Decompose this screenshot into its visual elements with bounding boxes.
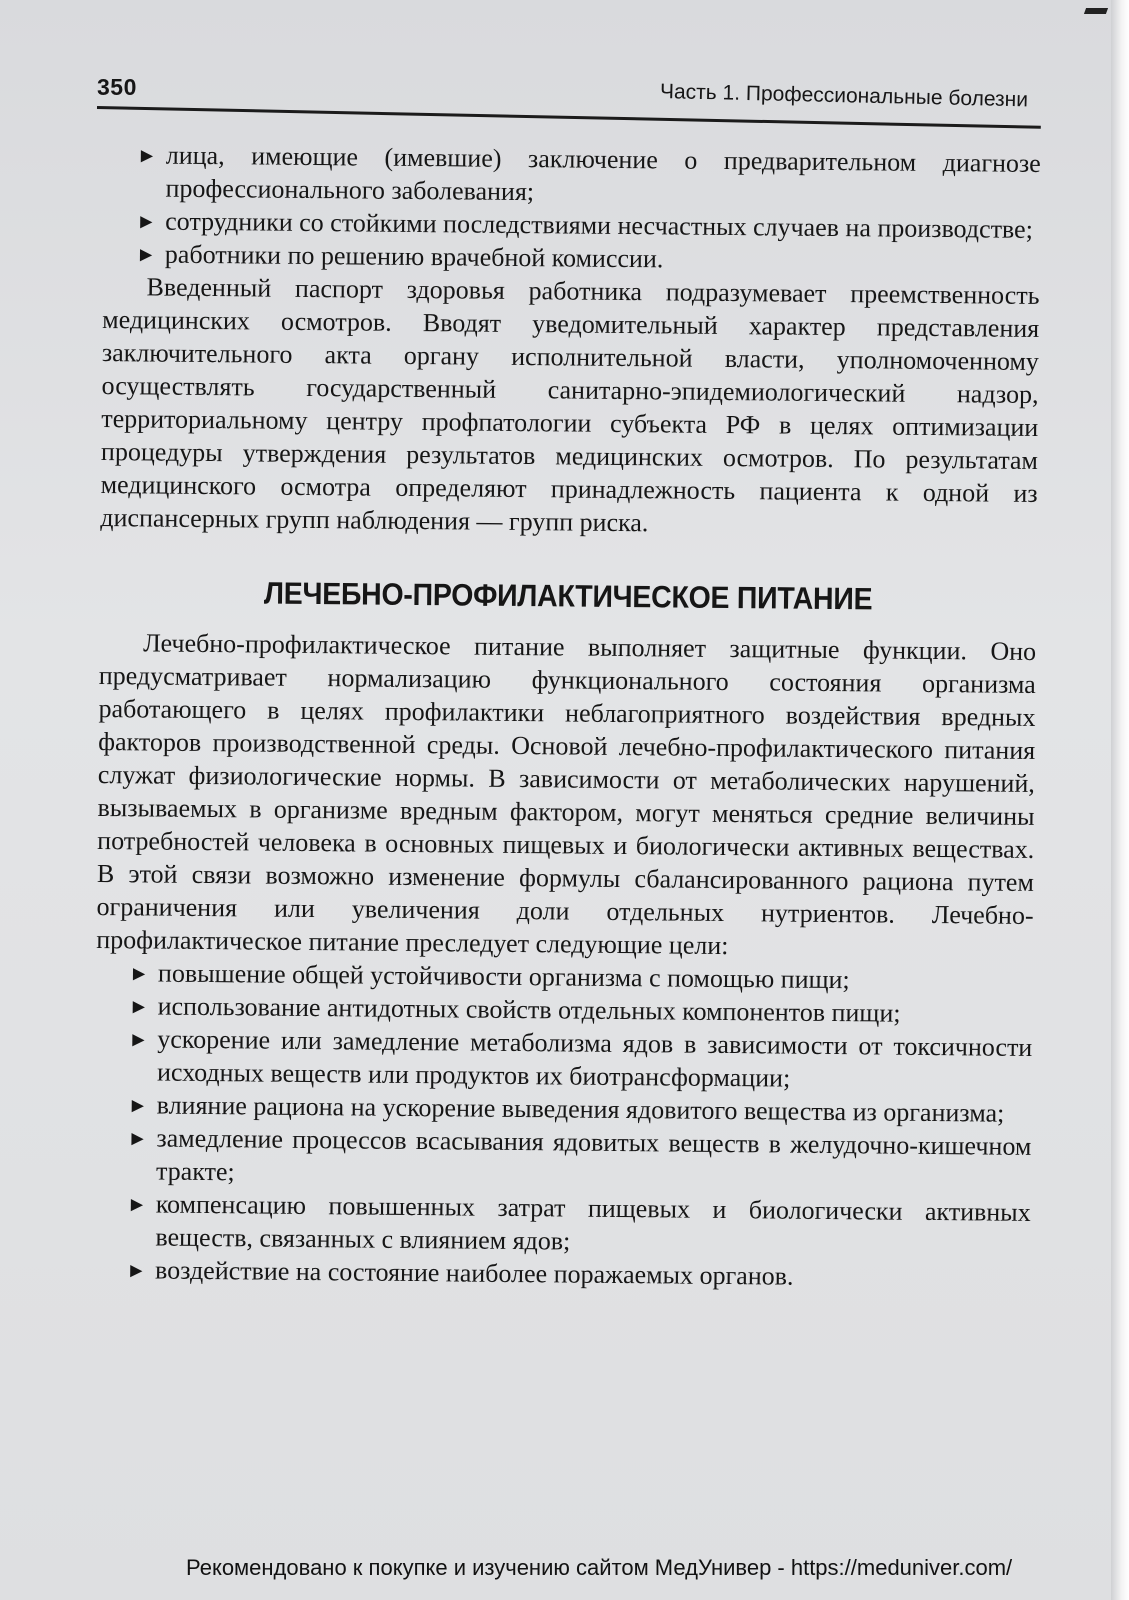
list-item <box>95 1022 1033 1097</box>
bullet-arrow-icon: ▶ <box>131 1095 145 1115</box>
list-item-text: воздействие на состояние наиболее поражаемых органов. <box>154 1255 794 1291</box>
section-heading: ЛЕЧЕБНО-ПРОФИЛАКТИЧЕСКОЕ ПИТАНИЕ <box>263 575 873 617</box>
bullet-arrow-icon: ▶ <box>132 1029 145 1049</box>
page-edge <box>1111 0 1129 1600</box>
bullet-arrow-icon: ▶ <box>140 145 154 165</box>
bullet-arrow-icon: ▶ <box>130 1194 144 1214</box>
running-head: Часть 1. Профессиональные болезни <box>659 80 1029 112</box>
bullet-arrow-icon: ▶ <box>132 963 146 983</box>
paragraph-nutrition: Лечебно-профилактическое питание выполняет защитные функции. Оно предусматривает нормализацию функционального состояния организма работающего в целях профилактики неблагоприятного воздействия вредных факторов производственной среды. Основой лечебно-профилактического питания служат физиологические нормы. В зависимости от метаболических нарушений, вызываемых в организме вредным фактором, могут меняться средние величины потребностей человека в основных пищевых и биологически активных веществах. В этой связи возможно изменение формулы сбалансированного рациона путем ограничения или увеличения доли отдельных нутриентов. Лечебно-профилактическое питание преследует следующие цели: <box>96 628 1037 961</box>
bullet-arrow-icon: ▶ <box>140 211 153 231</box>
watermark-link-text: Рекомендовано к покупке и изучению сайтом МедУнивер - https://meduniver.com/ <box>186 1555 1013 1580</box>
corner-mark <box>1084 8 1108 14</box>
list-item <box>103 138 1041 213</box>
list-item-text: лица, имеющие (имевшие) заключение о предварительном диагнозе профессионального заболевания; <box>165 140 1041 207</box>
list-item <box>93 1187 1031 1262</box>
bullet-arrow-icon: ▶ <box>132 996 146 1016</box>
list-item-text: замедление процессов всасывания ядовитых веществ в желудочно-кишечном тракте; <box>155 1123 1032 1187</box>
page-body <box>93 138 1041 1295</box>
list-item-text: ускорение или замедление метаболизма ядов в зависимости от токсичности исходных веществ или продуктов их биотрансформации; <box>156 1024 1033 1093</box>
list-item-text: влияние рациона на ускорение выведения ядовитого вещества из организма; <box>156 1090 1005 1128</box>
page-number: 350 <box>97 74 137 100</box>
list-item-text: повышение общей устойчивости организма с помощью пищи; <box>157 958 850 995</box>
list-item <box>94 1121 1032 1196</box>
bullet-arrow-icon: ▶ <box>139 244 153 264</box>
list-item-text: работники по решению врачебной комиссии. <box>164 239 664 274</box>
bullet-arrow-icon: ▶ <box>130 1260 143 1280</box>
bullet-list-goals <box>93 956 1033 1295</box>
bullet-arrow-icon: ▶ <box>131 1128 144 1148</box>
list-item-text: компенсацию повышенных затрат пищевых и биологически активных веществ, связанных с влиянием ядов; <box>155 1189 1031 1256</box>
bullet-list-top <box>103 138 1041 279</box>
paragraph-health-passport: Введенный паспорт здоровья работника подразумевает преемственность медицинских осмотров. Вводят уведомительный характер представления заключительного акта органу исполнительной власти, уполномоченному осуществлять государственный санитарно-эпидемиологический надзор, территориальному центру профпатологии субъекта РФ в целях оптимизации процедуры утверждения результатов медицинских осмотров. По результатам медицинского осмотра определяют принадлежность пациента к одной из диспансерных групп наблюдения — групп риска. <box>100 272 1040 538</box>
list-item-text: использование антидотных свойств отдельных компонентов пищи; <box>157 991 901 1028</box>
list-item-text: сотрудники со стойкими последствиями несчастных случаев на производстве; <box>165 206 1034 244</box>
